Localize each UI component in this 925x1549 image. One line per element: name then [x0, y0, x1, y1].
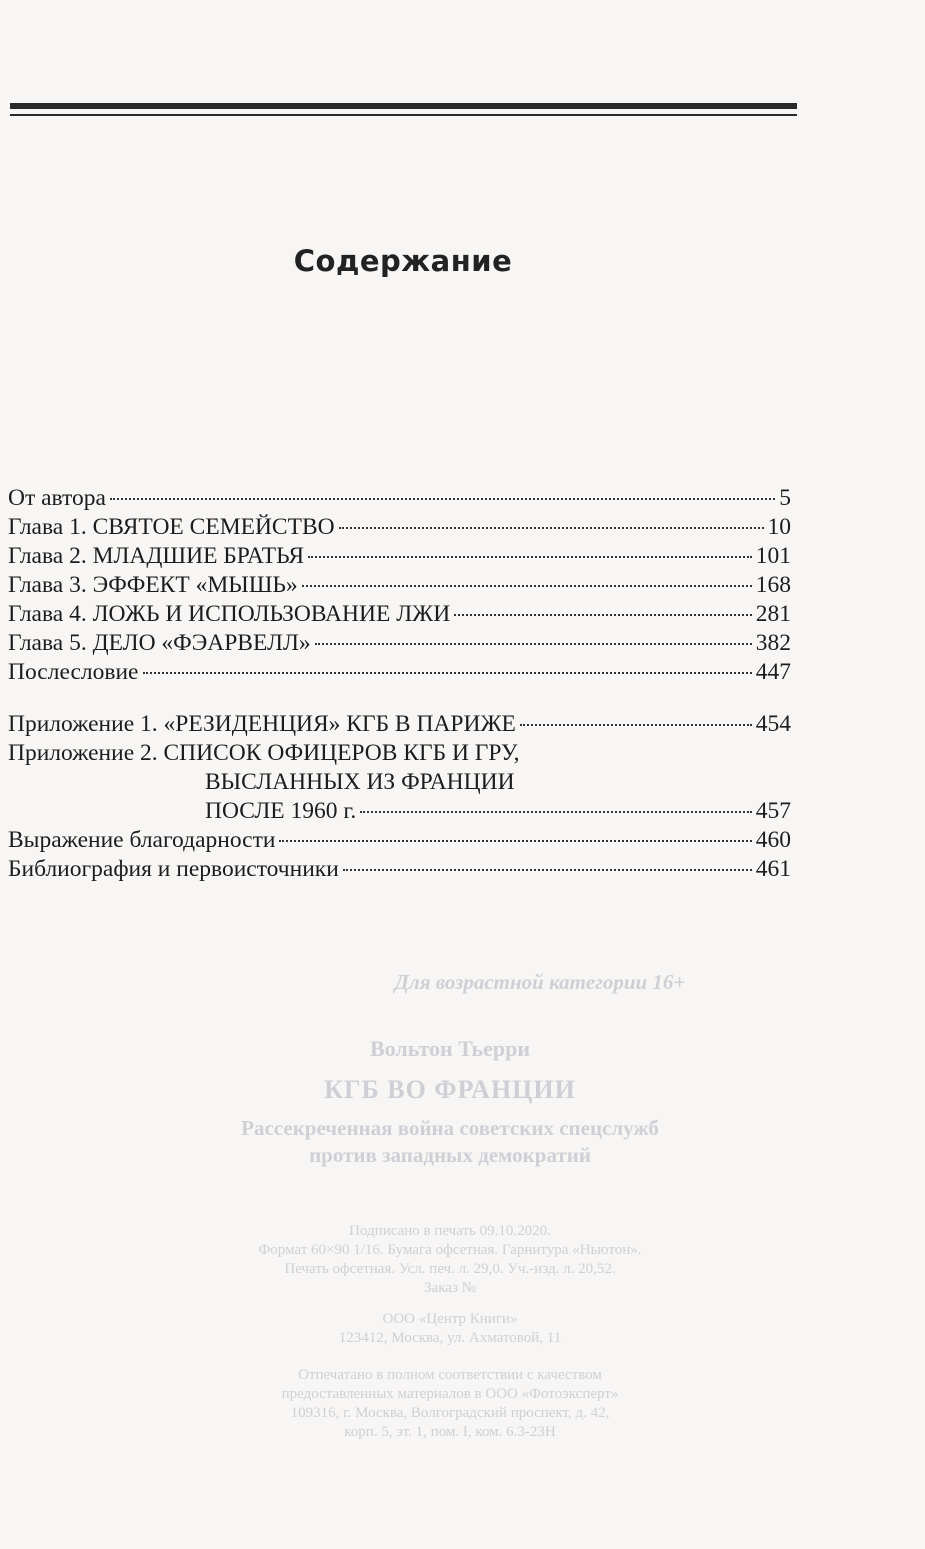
toc-entry-page: 457 — [755, 798, 791, 824]
toc-entry-page: 447 — [755, 659, 791, 685]
show-through-imprint-line: Подписано в печать 09.10.2020. — [349, 1223, 551, 1239]
top-rule-thick — [10, 103, 797, 109]
page-title: Содержание — [293, 244, 513, 278]
show-through-printer — [90, 1366, 810, 1442]
toc-entry — [8, 658, 791, 687]
show-through-subtitle-line: Рассекреченная война советских спецслужб — [241, 1116, 659, 1140]
toc-entry-continuation — [8, 797, 791, 826]
toc-entry — [8, 484, 791, 513]
show-through-printer-line: корп. 5, эт. 1, пом. I, ком. 6.3-23Н — [344, 1424, 556, 1440]
toc-entry-page: 101 — [755, 543, 791, 569]
toc-entry-continuation — [8, 768, 791, 797]
toc-entry-page: 281 — [755, 601, 791, 627]
toc-entry-label: Глава 4. ЛОЖЬ И ИСПОЛЬЗОВАНИЕ ЛЖИ — [8, 601, 451, 627]
toc-entry-label: Послесловие — [8, 659, 139, 685]
toc-entry-page: 5 — [779, 485, 791, 511]
toc-entry-page: 168 — [755, 572, 791, 598]
toc-entry-label: Глава 1. СВЯТОЕ СЕМЕЙСТВО — [8, 514, 335, 540]
toc-dot-leader — [343, 869, 752, 871]
toc-entry-label: Приложение 2. СПИСОК ОФИЦЕРОВ КГБ И ГРУ, — [8, 740, 520, 766]
toc-entry — [8, 513, 791, 542]
toc-dot-leader — [143, 672, 752, 674]
toc-entry-page: 10 — [767, 514, 791, 540]
toc-entry-label: Приложение 1. «РЕЗИДЕНЦИЯ» КГБ В ПАРИЖЕ — [8, 711, 516, 737]
toc-entry — [8, 542, 791, 571]
toc-entry-page: 454 — [755, 711, 791, 737]
toc-entry-label: Глава 5. ДЕЛО «ФЭАРВЕЛЛ» — [8, 630, 311, 656]
show-through-subtitle — [90, 1115, 810, 1169]
toc-entry — [8, 710, 791, 739]
toc-entry-label: Глава 3. ЭФФЕКТ «МЫШЬ» — [8, 572, 298, 598]
toc-entry — [8, 855, 791, 884]
toc-entry-label: Библиография и первоисточники — [8, 856, 339, 882]
toc-dot-leader — [315, 643, 752, 645]
show-through-printer-line: предоставленных материалов в ООО «Фотоэксперт» — [281, 1386, 619, 1402]
show-through-publisher-line: ООО «Центр Книги» — [382, 1311, 518, 1327]
show-through-imprint-line: Заказ № — [424, 1280, 476, 1296]
show-through-imprint — [90, 1222, 810, 1298]
toc-dot-leader — [339, 527, 764, 529]
show-through-subtitle-line: против западных демократий — [309, 1143, 591, 1167]
show-through-title: КГБ ВО ФРАНЦИИ — [324, 1075, 576, 1104]
toc-entry — [8, 629, 791, 658]
show-through-printer-line: Отпечатано в полном соответствии с качеством — [298, 1367, 602, 1383]
toc-entry — [8, 571, 791, 600]
show-through-author: Вольтон Тьерри — [369, 1036, 531, 1061]
show-through-imprint-line: Печать офсетная. Усл. печ. л. 29,0. Уч.-изд. л. 20,52. — [284, 1261, 616, 1277]
toc-entry — [8, 739, 791, 768]
show-through-imprint-line: Формат 60×90 1/16. Бумага офсетная. Гарнитура «Ньютон». — [258, 1242, 642, 1258]
toc-dot-leader — [302, 585, 752, 587]
show-through-publisher — [90, 1310, 810, 1348]
toc-entry-page: 461 — [755, 856, 791, 882]
toc-entry-label: Выражение благодарности — [8, 827, 276, 853]
show-through-printer-line: 109316, г. Москва, Волгоградский проспект, д. 42, — [290, 1405, 610, 1421]
top-rule-thin — [10, 114, 797, 116]
toc-dot-leader — [360, 811, 752, 813]
toc-dot-leader — [279, 840, 751, 842]
toc-entry — [8, 600, 791, 629]
show-through-publisher-line: 123412, Москва, ул. Ахматовой, 11 — [338, 1330, 562, 1346]
toc-entry — [8, 826, 791, 855]
toc-entry-label-continued: ПОСЛЕ 1960 г. — [205, 798, 357, 824]
toc-entry-label-continued: ВЫСЛАННЫХ ИЗ ФРАНЦИИ — [205, 769, 515, 795]
toc-entry-page: 382 — [755, 630, 791, 656]
show-through-age-rating: Для возрастной категории 16+ — [394, 970, 686, 994]
toc-dot-leader — [520, 724, 752, 726]
table-of-contents — [8, 484, 791, 884]
toc-entry-page: 460 — [755, 827, 791, 853]
toc-dot-leader — [454, 614, 752, 616]
toc-dot-leader — [110, 498, 775, 500]
toc-entry-label: От автора — [8, 485, 106, 511]
toc-entry-label: Глава 2. МЛАДШИЕ БРАТЬЯ — [8, 543, 305, 569]
toc-dot-leader — [308, 556, 752, 558]
